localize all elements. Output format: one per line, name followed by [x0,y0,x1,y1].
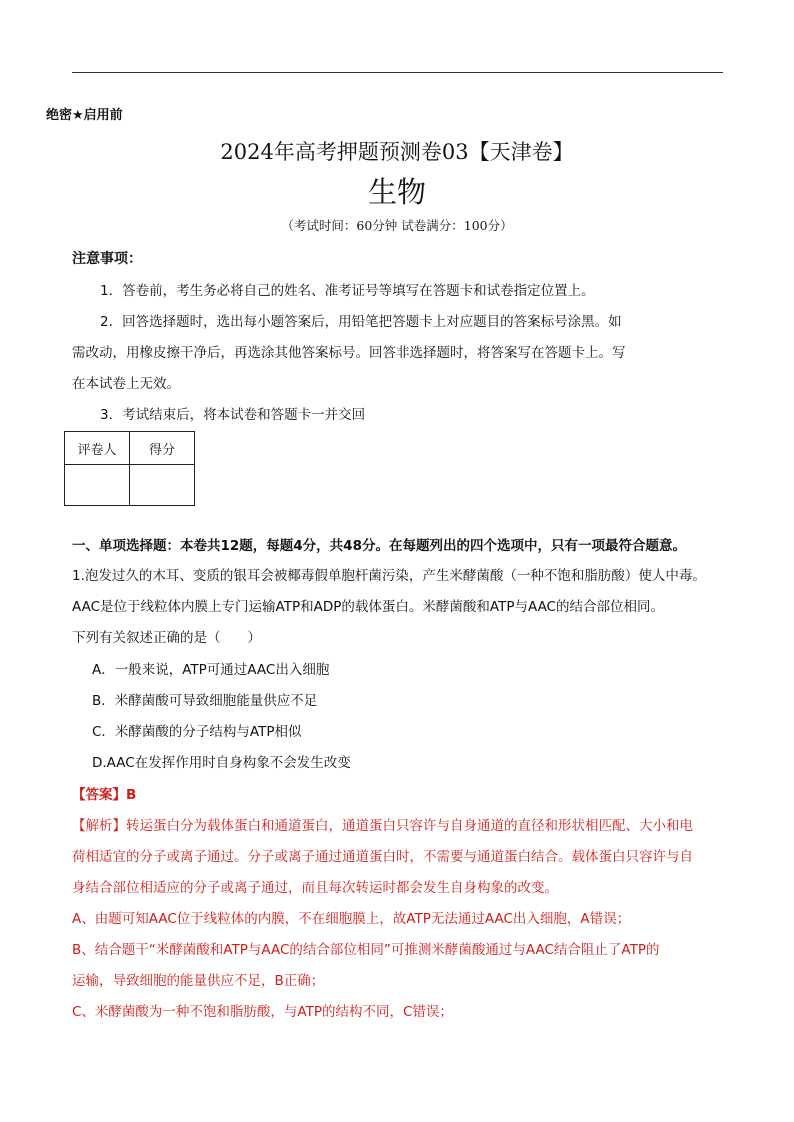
subject-title: 生物 [367,175,426,209]
analysis-line-2: 荷相适宜的分子或离子通过。分子或离子通过通道蛋白时，不需要与通道蛋白结合。载体蛋白只容许与自 [72,849,693,865]
analysis-line-6: 运输，导致细胞的能量供应不足，B正确； [72,973,325,989]
notice-item-1: 1．答卷前，考生务必将自己的姓名、准考证号等填写在答题卡和试卷指定位置上。 [100,283,595,299]
analysis-line-3: 身结合部位相适应的分子或离子通过，而且每次转运时都会发生自身构象的改变。 [72,880,558,896]
option-a: A．一般来说，ATP可通过AAC出入细胞 [92,662,330,678]
option-c: C．米酵菌酸的分子结构与ATP相似 [92,724,302,740]
grader-label: 评卷人 [65,432,130,465]
analysis-line-7: C、米酵菌酸为一种不饱和脂肪酸，与ATP的结构不同，C错误； [72,1004,453,1020]
option-b: B．米酵菌酸可导致细胞能量供应不足 [92,693,318,709]
notice-item-3: 3．考试结束后，将本试卷和答题卡一并交回 [100,407,366,423]
score-label: 得分 [130,432,195,465]
notice-item-2-line-2: 需改动，用橡皮擦干净后，再选涂其他答案标号。回答非选择题时，将答案写在答题卡上。写 [72,345,626,361]
question-1-line-1: 1.泡发过久的木耳、变质的银耳会被椰毒假单胞杆菌污染，产生米酵菌酸（一种不饱和脂肪酸）使人中毒。 [72,568,706,584]
score-cell[interactable] [130,465,195,506]
section-heading: 一、单项选择题：本卷共12题，每题4分，共48分。在每题列出的四个选项中，只有一项最符合题意。 [72,538,686,554]
notice-heading: 注意事项： [72,251,142,267]
top-rule [72,72,723,73]
question-1-line-3: 下列有关叙述正确的是（ ） [72,630,261,646]
notice-item-2-line-1: 2．回答选择题时，选出每小题答案后，用铅笔把答题卡上对应题目的答案标号涂黑。如 [100,314,622,330]
analysis-line-4: A、由题可知AAC位于线粒体的内膜，不在细胞膜上，故ATP无法通过AAC出入细胞，A错误； [72,911,631,927]
option-d: D.AAC在发挥作用时自身构象不会发生改变 [92,755,351,771]
score-table [64,431,195,506]
confidential-mark: 绝密★启用前 [46,108,123,123]
analysis-line-1: 【解析】转运蛋白分为载体蛋白和通道蛋白，通道蛋白只容许与自身通道的直径和形状相匹配、大小和电 [72,818,693,834]
analysis-line-5: B、结合题干“米酵菌酸和ATP与AAC的结合部位相同”可推测米酵菌酸通过与AAC结合阻止了ATP的 [72,942,660,958]
answer-label: 【答案】B [72,787,137,803]
question-1-line-2: AAC是位于线粒体内膜上专门运输ATP和ADP的载体蛋白。米酵菌酸和ATP与AAC的结合部位相同。 [72,599,664,615]
exam-title: 2024年高考押题预测卷03【天津卷】 [220,140,574,164]
notice-item-2-line-3: 在本试卷上无效。 [72,376,180,392]
grader-cell[interactable] [65,465,130,506]
exam-info: （考试时间：60分钟 试卷满分：100分） [281,218,513,233]
